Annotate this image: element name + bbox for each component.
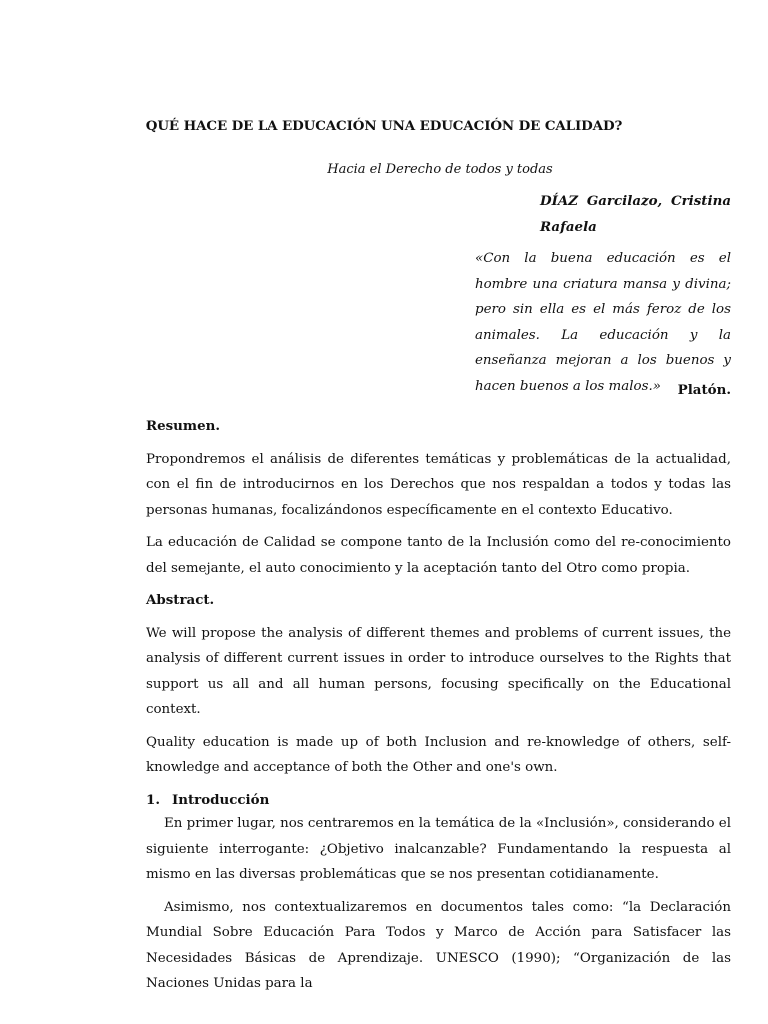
section-1-heading bbox=[146, 788, 731, 814]
epigraph-quote: «Con la buena educación es el hombre una criatura mansa y divina; pero sin ella es el más feroz de los animales. La educación y la enseñanza mejoran a los buenos y hacen buenos a los malos.» bbox=[475, 251, 731, 394]
author-name: DÍAZ Garcilazo, Cristina Rafaela bbox=[540, 193, 731, 235]
section-1-paragraph-2: Asimismo, nos contextualizaremos en documentos tales como: “la Declaración Mundial Sobre Educación Para Todos y Marco de Acción para Satisfacer las Necesidades Básicas de Aprendizaje. UNESCO (1990); “Organización de las Naciones Unidas para la bbox=[146, 899, 731, 991]
document-subtitle: Hacia el Derecho de todos y todas bbox=[327, 162, 553, 177]
resumen-paragraph-2: La educación de Calidad se compone tanto de la Inclusión como del re-conocimiento del semejante, el auto conocimiento y la aceptación tanto del Otro como propia. bbox=[146, 535, 731, 576]
resumen-paragraph-1: Propondremos el análisis de diferentes temáticas y problemáticas de la actualidad, con el fin de introducirnos en los Derechos que nos respaldan a todos y todas las personas humanas, focalizándonos específicamente en el contexto Educativo. bbox=[146, 451, 731, 518]
section-1-paragraph-1: En primer lugar, nos centraremos en la temática de la «Inclusión», considerando el siguiente interrogante: ¿Objetivo inalcanzable? Fundamentando la respuesta al mismo en las diversas problemáticas que se nos presentan cotidianamente. bbox=[146, 816, 731, 882]
section-1-title: Introducción bbox=[171, 791, 270, 808]
epigraph-attribution: Platón. bbox=[677, 382, 731, 398]
resumen-heading: Resumen. bbox=[146, 418, 221, 434]
abstract-paragraph-1: We will propose the analysis of different themes and problems of current issues, the analysis of different current issues in order to introduce ourselves to the Rights that support us all and all human persons, focusing specifically on the Educational context. bbox=[146, 625, 731, 717]
section-1-number: 1. bbox=[146, 791, 160, 808]
document-body bbox=[146, 414, 731, 1004]
document-title: QUÉ HACE DE LA EDUCACIÓN UNA EDUCACIÓN DE CALIDAD? bbox=[145, 118, 623, 134]
abstract-heading: Abstract. bbox=[146, 592, 215, 608]
abstract-paragraph-2: Quality education is made up of both Inclusion and re-knowledge of others, self-knowledge and acceptance of both the Other and one's own. bbox=[146, 734, 731, 775]
